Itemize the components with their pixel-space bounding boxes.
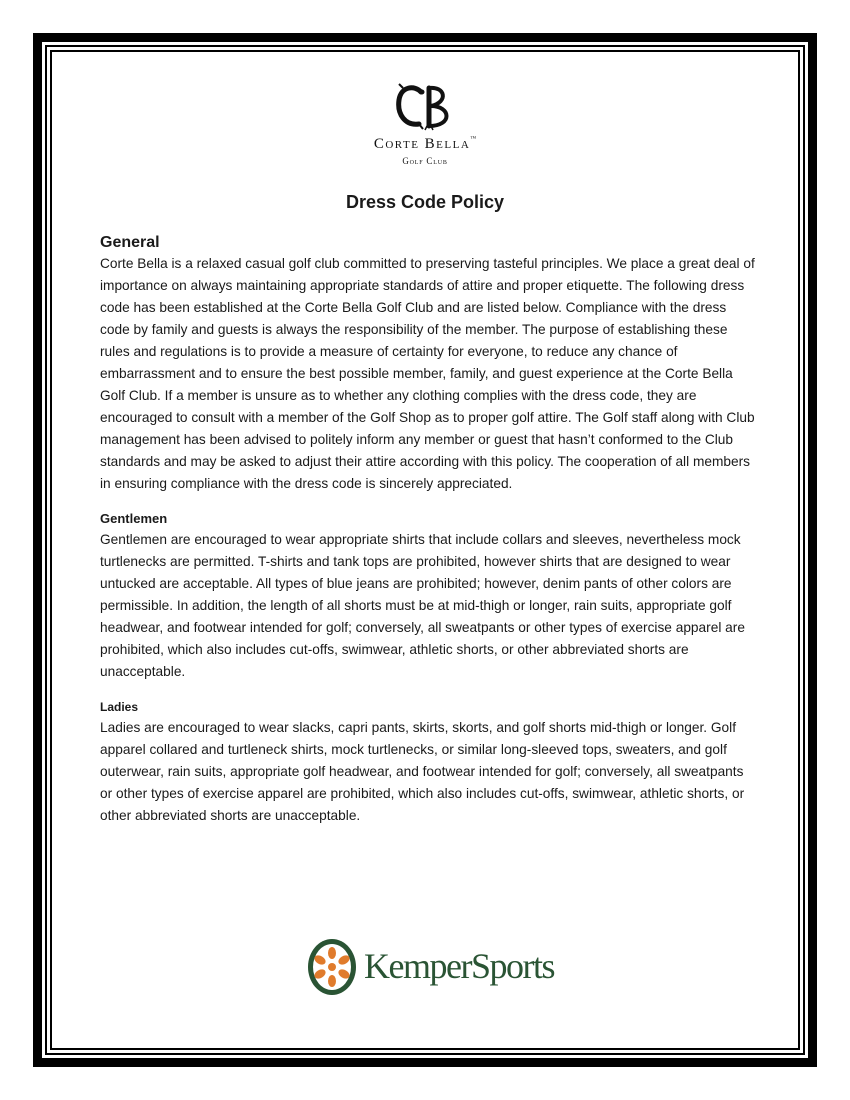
- kempersports-logo: [306, 937, 554, 997]
- section-text-ladies: Ladies are encouraged to wear slacks, capri pants, skirts, skorts, and golf shorts mid-thigh or longer. Golf apparel collared and turtleneck shirts, mock turtlenecks, or similar long-sleeved tops, sweaters, and golf outerwear, rain suits, appropriate golf headwear, and footwear intended for golf; conversely, all sweatpants or other types of exercise apparel are prohibited, which also includes cut-offs, swimwear, athletic shorts, or other abbreviated shorts are unacceptable.: [100, 720, 745, 823]
- section-heading-gentlemen: Gentlemen: [100, 511, 168, 526]
- section-heading-general: General: [100, 234, 160, 251]
- section-text-gentlemen: Gentlemen are encouraged to wear appropriate shirts that include collars and sleeves, nevertheless mock turtlenecks are permitted. T-shirts and tank tops are prohibited, however shirts that are designed to wear untucked are acceptable. All types of blue jeans are prohibited; however, denim pants of other colors are permissible. In addition, the length of all shorts must be at mid-thigh or longer, rain suits, appropriate golf headwear, and footwear intended for golf; conversely, all sweatpants or other types of exercise apparel are prohibited, which also includes cut-offs, swimwear, athletic shorts, or other abbreviated shorts are unacceptable.: [100, 532, 745, 679]
- cb-monogram-icon: [393, 82, 457, 134]
- kempersports-wordmark: KemperSports: [364, 946, 554, 986]
- page-title: Dress Code Policy: [345, 192, 505, 212]
- kempersports-emblem-icon: [306, 937, 362, 997]
- logo-club-name: Corte Bella™: [373, 136, 477, 152]
- corte-bella-logo: [350, 82, 500, 166]
- logo-subtitle: Golf Club: [402, 156, 448, 166]
- section-heading-ladies: Ladies: [100, 700, 139, 714]
- policy-content: [100, 232, 755, 827]
- section-text-general: Corte Bella is a relaxed casual golf club committed to preserving tasteful principles. We place a great deal of importance on always maintaining appropriate standards of attire and proper etiquette. The following dress code has been established at the Corte Bella Golf Club and are listed below. Compliance with the dress code by family and guests is always the responsibility of the member. The purpose of establishing these rules and regulations is to provide a measure of certainty for everyone, to reduce any chance of embarrassment and to ensure the best possible member, family, and guest experience at the Corte Bella Golf Club. If a member is unsure as to whether any clothing complies with the dress code, they are encouraged to consult with a member of the Golf Shop as to proper golf attire. The Golf staff along with Club management has been advised to politely inform any member or guest that hasn’t conformed to the Club standards and may be asked to adjust their attire according with this policy. The cooperation of all members in ensuring compliance with the dress code is sincerely appreciated.: [100, 256, 755, 491]
